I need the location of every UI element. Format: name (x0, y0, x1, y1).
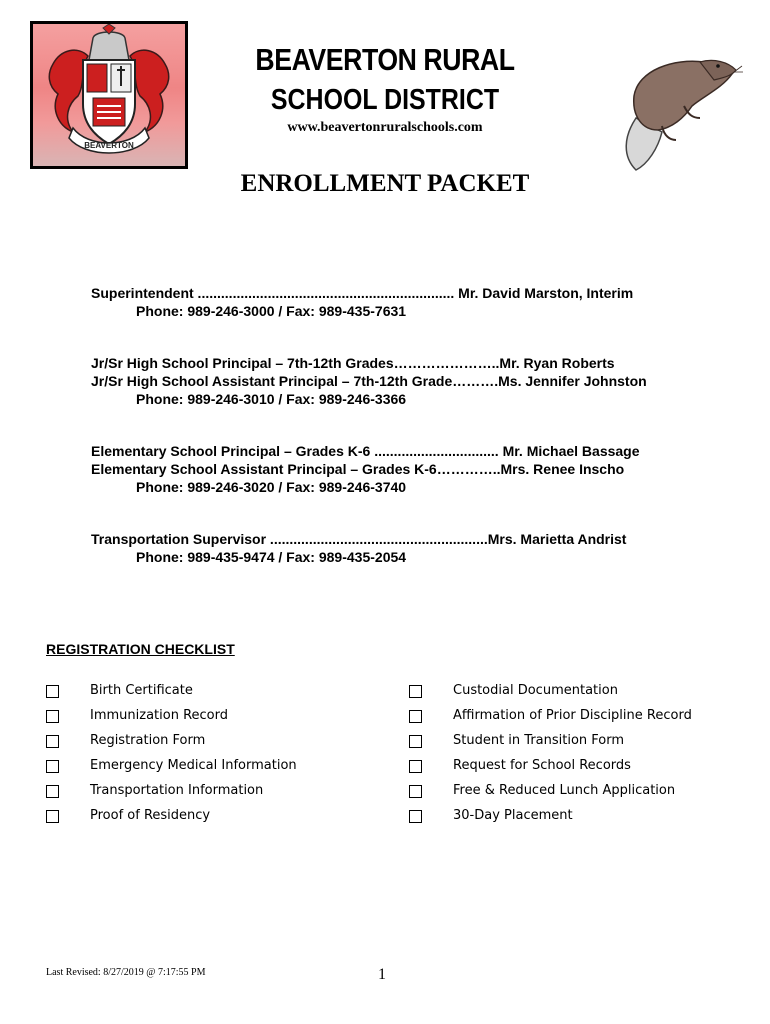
contact-block-high-school (91, 354, 711, 408)
contact-phone: Phone: 989-435-9474 / Fax: 989-435-2054 (136, 549, 407, 565)
checklist-row (46, 782, 746, 807)
registration-checklist (46, 682, 746, 832)
checklist-row (46, 732, 746, 757)
checklist-item-label: Birth Certificate (90, 683, 193, 698)
contact-phone: Phone: 989-246-3020 / Fax: 989-246-3740 (136, 479, 407, 495)
contact-block-superintendent (91, 284, 711, 320)
checklist-item-label: Emergency Medical Information (90, 758, 297, 773)
checklist-row (46, 682, 746, 707)
contact-line: Transportation Supervisor ........................................................Mrs. Marietta Andrist (91, 531, 627, 547)
crest-icon (33, 24, 185, 166)
checkbox-proof-residency[interactable] (46, 810, 59, 823)
checkbox-30-day-placement[interactable] (409, 810, 422, 823)
contact-line: Elementary School Principal – Grades K-6 ................................ Mr. Michael Bassage (91, 443, 640, 459)
district-name-line2: SCHOOL DISTRICT (270, 84, 500, 116)
checklist-item (46, 682, 193, 699)
checklist-item-label: Registration Form (90, 733, 206, 748)
checklist-row (46, 807, 746, 832)
contact-block-transportation (91, 530, 711, 566)
checklist-item (409, 757, 631, 774)
contact-block-elementary (91, 442, 711, 496)
checklist-item (409, 782, 675, 799)
checklist-item (46, 782, 263, 799)
contact-line: Elementary School Assistant Principal – Grades K-6…………..Mrs. Renee Inscho (91, 461, 625, 477)
document-title: ENROLLMENT PACKET (240, 170, 530, 197)
checkbox-request-records[interactable] (409, 760, 422, 773)
checklist-item-label: Request for School Records (453, 758, 631, 773)
contact-line: Jr/Sr High School Principal – 7th-12th Grades…………………..Mr. Ryan Roberts (91, 355, 615, 371)
page-number: 1 (378, 966, 386, 983)
checkbox-registration-form[interactable] (46, 735, 59, 748)
checkbox-student-transition[interactable] (409, 735, 422, 748)
checklist-item (46, 807, 210, 824)
checklist-title: REGISTRATION CHECKLIST (46, 641, 235, 657)
checklist-item-label: 30-Day Placement (453, 808, 573, 823)
checklist-item-label: Proof of Residency (90, 808, 211, 823)
checklist-item (409, 732, 624, 749)
beaver-icon (614, 48, 744, 178)
contact-phone: Phone: 989-246-3010 / Fax: 989-246-3366 (136, 391, 407, 407)
checklist-item (46, 757, 297, 774)
checklist-item (409, 807, 573, 824)
checklist-item (409, 682, 618, 699)
checkbox-affirmation-discipline[interactable] (409, 710, 422, 723)
checkbox-birth-certificate[interactable] (46, 685, 59, 698)
contact-line: Jr/Sr High School Assistant Principal – 7th-12th Grade……….Ms. Jennifer Johnston (91, 373, 647, 389)
checklist-item-label: Affirmation of Prior Discipline Record (453, 708, 692, 723)
checklist-item-label: Free & Reduced Lunch Application (453, 783, 676, 798)
contact-line: Superintendent .................................................................. Mr. David Marston, Interim (91, 285, 634, 301)
checklist-item (46, 707, 228, 724)
checklist-item-label: Transportation Information (90, 783, 264, 798)
checklist-row (46, 707, 746, 732)
checkbox-free-reduced-lunch[interactable] (409, 785, 422, 798)
checkbox-emergency-medical[interactable] (46, 760, 59, 773)
district-name-line1: BEAVERTON RURAL (255, 42, 515, 77)
checklist-item-label: Custodial Documentation (453, 683, 618, 698)
checkbox-transportation-info[interactable] (46, 785, 59, 798)
checkbox-immunization-record[interactable] (46, 710, 59, 723)
checklist-item (46, 732, 205, 749)
contacts-section (91, 284, 711, 600)
last-revised: Last Revised: 8/27/2019 @ 7:17:55 PM (46, 967, 206, 978)
contact-phone: Phone: 989-246-3000 / Fax: 989-435-7631 (136, 303, 407, 319)
checklist-item (409, 707, 692, 724)
checklist-item-label: Immunization Record (90, 708, 228, 723)
district-logo (30, 21, 188, 169)
checklist-item-label: Student in Transition Form (453, 733, 625, 748)
district-website: www.beavertonruralschools.com (287, 120, 483, 135)
checkbox-custodial-documentation[interactable] (409, 685, 422, 698)
checklist-row (46, 757, 746, 782)
logo-banner-text: BEAVERTON (84, 141, 134, 150)
